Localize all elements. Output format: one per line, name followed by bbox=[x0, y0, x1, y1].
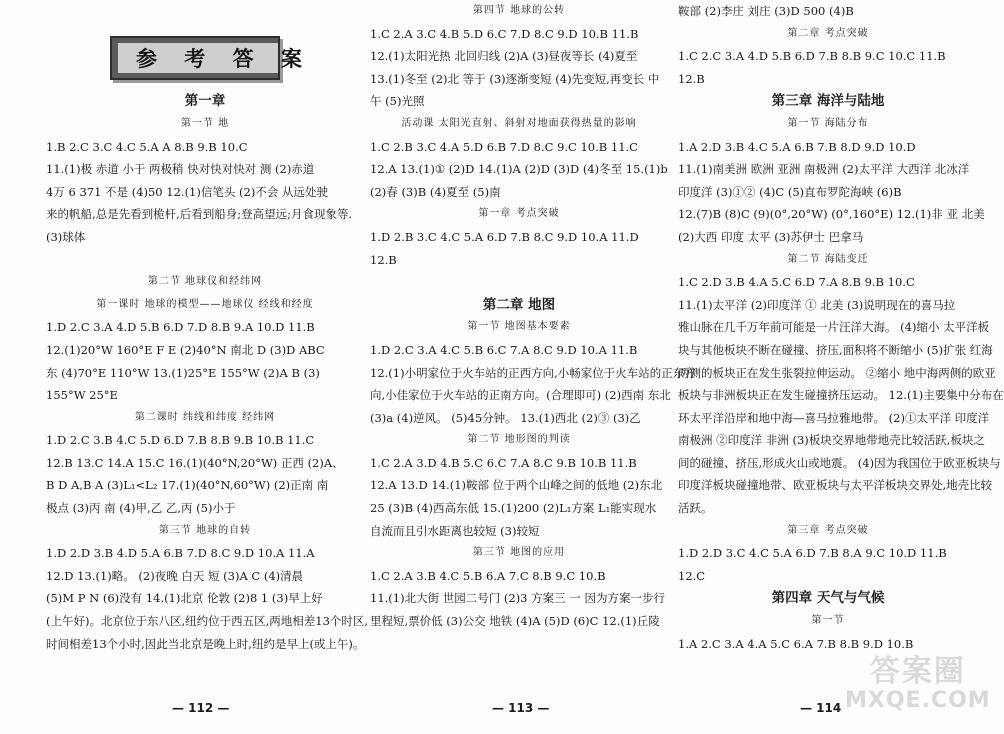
page-number-114: — 114 bbox=[800, 701, 842, 715]
chapter-heading: 第一章 bbox=[184, 93, 226, 110]
answer-line: 雅山脉在几千万年前可能是一片汪洋大海。 (4)缩小 太平洋板 bbox=[678, 320, 990, 335]
answer-line: 间的碰撞、挤压,形成火山或地震。 (4)因为我国位于欧亚板块与 bbox=[678, 455, 1001, 470]
answer-line: 时间相差13个小时,因此当北京是晚上时,纽约是早上(或上午)。 bbox=[46, 636, 365, 651]
section-heading: 第一节 海陆分布 bbox=[787, 117, 869, 129]
answer-line: 11.(1)极 赤道 小于 两极稍 快对快对快对 测 (2)赤道 bbox=[46, 162, 315, 177]
answer-line: 12.B 13.C 14.A 15.C 16.(1)(40°N,20°W) 正西 (2)A、 bbox=[46, 455, 344, 470]
answer-line: 1.D 2.D 3.B 4.D 5.A 6.B 7.D 8.C 9.D 10.A 11.A bbox=[46, 546, 315, 561]
column-right bbox=[678, 0, 1004, 655]
answer-line: 1.D 2.C 3.A 4.C 5.B 6.C 7.A 8.C 9.D 10.A 11.B bbox=[370, 342, 638, 357]
answer-line: 两侧的板块正在发生张裂拉伸运动。 ②缩小 地中海两侧的欧亚 bbox=[678, 365, 996, 380]
answer-line: (2)春 (3)B (4)夏至 (5)南 bbox=[370, 184, 501, 199]
answer-line: 11.(1)太平洋 (2)印度洋 ① 北美 (3)说明现在的喜马拉 bbox=[678, 297, 956, 312]
answer-line: 1.D 2.D 3.C 4.C 5.A 6.D 7.B 8.A 9.C 10.D 11.B bbox=[678, 546, 947, 561]
section-heading: 活动课 太阳光直射、斜射对地面获得热量的影响 bbox=[401, 117, 637, 129]
answer-line: 12.(1)小明家位于火车站的正西方向,小畅家位于火车站的正东方 bbox=[370, 365, 696, 380]
answer-line: 12.A 13.D 14.(1)鞍部 位于两个山峰之间的低地 (2)东北 bbox=[370, 478, 663, 493]
spacer bbox=[46, 68, 364, 91]
answer-line: 12.(1)20°W 160°E F E (2)40°N 南北 D (3)D ABC bbox=[46, 342, 325, 357]
answer-line: 环太平洋沿岸和地中海—喜马拉雅地带。 (2)①太平洋 印度洋 bbox=[678, 410, 990, 425]
answer-line: (2)大西 印度 太平 (3)苏伊士 巴拿马 bbox=[678, 229, 864, 244]
column-left bbox=[46, 0, 369, 655]
section-heading: 第二节 地球仪和经纬网 bbox=[147, 276, 263, 288]
section-heading: 第一章 考点突破 bbox=[478, 208, 560, 220]
chapter-heading: 第四章 天气与气候 bbox=[771, 590, 885, 607]
answer-line: 155°W 25°E bbox=[46, 388, 118, 403]
answer-line: 12.(7)B (8)C (9)(0°,20°W) (0°,160°E) 12.(1)非 亚 北美 bbox=[678, 207, 985, 222]
answer-line: 12.B bbox=[370, 252, 397, 267]
section-heading: 第三节 地图的应用 bbox=[472, 547, 566, 559]
watermark-logo-text: 答案圈 bbox=[869, 654, 966, 689]
section-heading: 第二课时 纬线和纬度 经纬网 bbox=[134, 411, 276, 423]
section-heading: 第三节 地球的自转 bbox=[158, 524, 252, 536]
answer-line: (上午好)。北京位于东八区,纽约位于西五区,两地相差13个时区, bbox=[46, 614, 369, 629]
spacer bbox=[46, 249, 364, 272]
answer-line: 11.(1)南美洲 欧洲 亚洲 南极洲 (2)太平洋 大西洋 北冰洋 bbox=[678, 162, 970, 177]
watermark bbox=[845, 655, 991, 713]
watermark-url: MXQE.COM bbox=[845, 688, 991, 713]
answer-line: 1.C 2.D 3.B 4.A 5.C 6.D 7.A 8.B 9.B 10.C bbox=[678, 275, 915, 290]
banner-title: 参 考 答 案 bbox=[118, 43, 278, 73]
section-heading: 第二节 海陆变迁 bbox=[787, 253, 869, 265]
answer-line: 鞍部 (2)李庄 刘庄 (3)D 500 (4)B bbox=[678, 4, 854, 18]
answer-line: 12.D 13.(1)略。 (2)夜晚 白天 短 (3)A C (4)清晨 bbox=[46, 568, 304, 583]
answer-line: 1.A 2.D 3.B 4.C 5.A 6.B 7.B 8.D 9.D 10.D bbox=[678, 139, 916, 154]
spacer bbox=[370, 271, 668, 294]
section-heading: 第一节 bbox=[811, 615, 845, 627]
answer-line: (3)球体 bbox=[46, 229, 86, 244]
answer-line: 向,小佳家位于火车站的正南方向。(合理即可) (2)西南 东北 bbox=[370, 388, 671, 403]
answer-line: 1.C 2.A 3.D 4.B 5.C 6.C 7.A 8.C 9.B 10.B 11.B bbox=[370, 455, 637, 470]
page-number-112: — 112 — bbox=[172, 701, 230, 715]
answer-line: 极点 (3)丙 南 (4)甲,乙 乙,丙 (5)小于 bbox=[46, 501, 236, 516]
answer-line: 活跃。 bbox=[678, 501, 713, 516]
spacer bbox=[46, 0, 364, 23]
answer-line: 1.C 2.C 3.A 4.D 5.B 6.D 7.B 8.B 9.C 10.C 11.B bbox=[678, 49, 946, 64]
section-heading: 第一节 地图基本要素 bbox=[467, 321, 571, 333]
answer-line: 来的帆船,总是先看到桅杆,后看到船身;登高望远;月食现象等. bbox=[46, 207, 353, 222]
spacer bbox=[370, 633, 668, 656]
answer-line: 板块与非洲板块正在发生碰撞挤压运动。 12.(1)主要集中分布在 bbox=[678, 388, 1004, 403]
answer-line: 4万 6 371 不是 (4)50 12.(1)信笔头 (2)不会 从远处驶 bbox=[46, 184, 328, 199]
answer-line: 1.D 2.B 3.C 4.C 5.A 6.D 7.B 8.C 9.D 10.A 11.D bbox=[370, 229, 639, 244]
answer-line: 块与其他板块不断在碰撞、挤压,面积将不断缩小 (5)扩张 红海 bbox=[678, 342, 993, 357]
spacer bbox=[46, 23, 364, 46]
answer-line: 1.C 2.A 3.B 4.C 5.B 6.A 7.C 8.B 9.C 10.B bbox=[370, 568, 606, 583]
answer-line: 1.D 2.C 3.A 4.D 5.B 6.D 7.D 8.B 9.A 10.D 11.B bbox=[46, 320, 315, 335]
chapter-heading: 第三章 海洋与陆地 bbox=[771, 93, 885, 110]
answer-line: (3)a (4)逆风。 (5)45分钟。 13.(1)西北 (2)③ (3)乙 bbox=[370, 410, 641, 425]
answer-line: 自流而且引水距离也较短 (3)较短 bbox=[370, 523, 540, 538]
answer-line: 印度洋 (3)①② (4)C (5)直布罗陀海峡 (6)B bbox=[678, 184, 902, 199]
answer-line: 12.C bbox=[678, 568, 706, 583]
answer-line: 12.B bbox=[678, 71, 705, 86]
answer-line: 印度洋板块碰撞地带、欧亚板块与太平洋板块交界处,地壳比较 bbox=[678, 478, 993, 493]
section-heading: 第三章 考点突破 bbox=[787, 524, 869, 536]
answer-line: 1.D 2.C 3.B 4.C 5.D 6.D 7.B 8.B 9.B 10.B 11.C bbox=[46, 433, 315, 448]
answer-line: 午 (5)光照 bbox=[370, 94, 425, 109]
page-number-113: — 113 — bbox=[492, 701, 550, 715]
answer-line: 1.A 2.C 3.A 4.A 5.C 6.A 7.B 8.B 9.D 10.B bbox=[678, 636, 914, 651]
section-heading: 第一课时 地球的模型——地球仪 经线和经度 bbox=[96, 298, 314, 310]
answer-line: 1.C 2.A 3.C 4.B 5.D 6.C 7.D 8.C 9.D 10.B 11.B bbox=[370, 26, 639, 41]
answer-line: 25 (3)B (4)西高东低 15.(1)200 (2)L₁方案 L₁能实现水 bbox=[370, 501, 657, 516]
answer-line: (5)M P N (6)没有 14.(1)北京 伦敦 (2)8 1 (3)早上好 bbox=[46, 591, 323, 606]
answer-line: 13.(1)冬至 (2)北 等于 (3)逐渐变短 (4)先变短,再变长 中 bbox=[370, 71, 660, 86]
answer-line: 1.C 2.B 3.C 4.A 5.D 6.B 7.D 8.C 9.C 10.B 11.C bbox=[370, 139, 638, 154]
chapter-heading: 第二章 地图 bbox=[482, 296, 556, 313]
answer-line: 1.B 2.C 3.C 4.C 5.A A 8.B 9.B 10.C bbox=[46, 139, 248, 154]
spacer bbox=[46, 45, 364, 68]
answer-line: 东 (4)70°E 110°W 13.(1)25°E 155°W (2)A B (3) bbox=[46, 365, 320, 380]
section-heading: 第二章 考点突破 bbox=[787, 27, 869, 39]
answer-line: 南极洲 ②印度洋 非洲 (3)板块交界地带地壳比较活跃,板块之 bbox=[678, 433, 985, 448]
answer-line: 12.(1)太阳光热 北回归线 (2)A (3)昼夜等长 (4)夏至 bbox=[370, 49, 638, 64]
section-heading: 第二节 地形图的判读 bbox=[467, 434, 571, 446]
answer-line: B D A,B A (3)L₁<L₂ 17.(1)(40°N,60°W) (2)正南 南 bbox=[46, 478, 329, 493]
answer-line: 里程短,票价低 (3)公交 地铁 (4)A (5)D (6)C 12.(1)丘陵 bbox=[370, 614, 660, 629]
answer-line: 11.(1)北大街 世园二号门 (2)3 方案三 一 因为方案一步行 bbox=[370, 591, 665, 606]
section-heading: 第一节 地 bbox=[180, 117, 230, 129]
section-heading: 第四节 地球的公转 bbox=[472, 5, 566, 16]
answer-line: 12.A 13.(1)① (2)D 14.(1)A (2)D (3)D (4)冬至 15.(1)b bbox=[370, 162, 668, 177]
